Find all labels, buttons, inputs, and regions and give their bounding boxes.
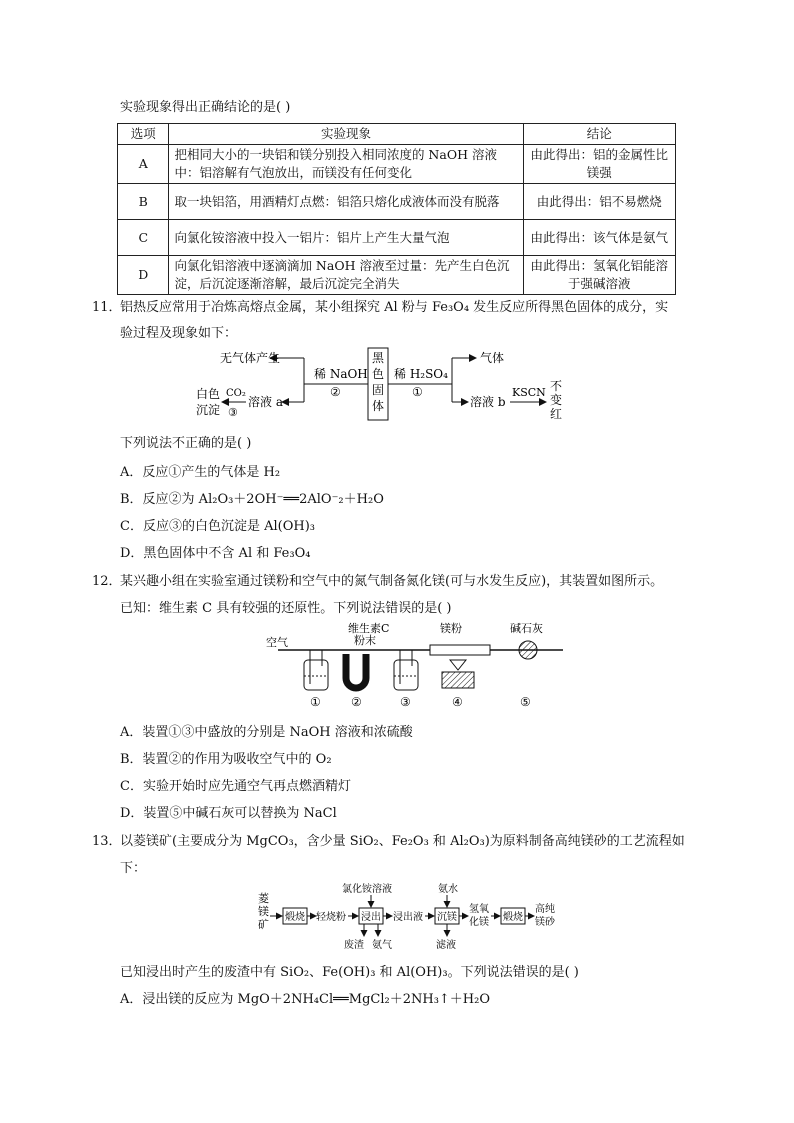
q13-option-a: A．浸出镁的反应为 MgO＋2NH₄Cl══MgCl₂＋2NH₃↑＋H₂O bbox=[120, 992, 491, 1007]
q12-number: 12． bbox=[92, 574, 122, 589]
white-precip-label: 沉淀 bbox=[196, 403, 221, 417]
alcohol-lamp-flame bbox=[450, 660, 466, 670]
waste-label: 废渣 bbox=[344, 940, 364, 951]
row-conclusion: 由此得出：铝的金属性比镁强 bbox=[523, 145, 675, 184]
apparatus-1-number: ① bbox=[310, 695, 321, 709]
q12-stem-line1: 某兴趣小组在实验室通过镁粉和空气中的氮气制备氮化镁(可与水发生反应)，其装置如图所示。 bbox=[120, 574, 664, 589]
row-conclusion: 由此得出：铝不易燃烧 bbox=[523, 184, 675, 220]
calcine-label-2: 煅烧 bbox=[503, 912, 523, 923]
co2-label: CO₂ bbox=[226, 388, 246, 399]
light-powder-label: 轻烧粉 bbox=[316, 912, 346, 923]
q11-flow-diagram bbox=[190, 344, 580, 426]
vitamin-c-label: 维生素C bbox=[348, 622, 390, 635]
options-table bbox=[117, 123, 676, 295]
q12-option-a: A．装置①③中盛放的分别是 NaOH 溶液和浓硫酸 bbox=[120, 725, 413, 740]
q11-stem-line2: 验过程及现象如下： bbox=[120, 326, 238, 341]
row-phenomenon: 向氯化铝溶液中逐滴滴加 NaOH 溶液至过量：先产生白色沉淀，后沉淀逐渐溶解，最后沉淀完全消失 bbox=[169, 256, 523, 295]
q11-ask: 下列说法不正确的是( ) bbox=[120, 436, 252, 451]
apparatus-5-number: ⑤ bbox=[520, 695, 531, 709]
precip-label: 沉镁 bbox=[437, 912, 457, 923]
q13-number: 13． bbox=[92, 834, 122, 849]
no-gas-label: 无气体产生 bbox=[220, 351, 281, 365]
row-conclusion: 由此得出：氢氧化铝能溶于强碱溶液 bbox=[523, 256, 675, 295]
leach-label: 浸出 bbox=[361, 912, 381, 923]
step1-label: ① bbox=[412, 385, 423, 399]
row-phenomenon: 向氯化铵溶液中投入一铝片：铝片上产生大量气泡 bbox=[169, 220, 523, 256]
q11-stem-line1: 铝热反应常用于冶炼高熔点金属，某小组探究 Al 粉与 Fe₃O₄ 发生反应所得黑色固体的成分，实 bbox=[120, 300, 669, 315]
q11-option-b: B．反应②为 Al₂O₃＋2OH⁻══2AlO⁻₂＋H₂O bbox=[120, 492, 384, 507]
header-phenomenon: 实验现象 bbox=[169, 124, 523, 145]
q12-option-b: B．装置②的作用为吸收空气中的 O₂ bbox=[120, 752, 332, 767]
apparatus-3-number: ③ bbox=[400, 695, 411, 709]
no-red-label: 变 bbox=[550, 393, 563, 407]
vitamin-c-label: 粉末 bbox=[354, 634, 376, 647]
table-row bbox=[118, 220, 676, 256]
washing-bottle-3 bbox=[394, 660, 418, 690]
ore-label: 菱 bbox=[258, 892, 269, 905]
ammonia-water-label: 氨水 bbox=[438, 884, 458, 895]
q12-apparatus-diagram bbox=[258, 620, 568, 710]
product-label: 镁砂 bbox=[535, 917, 555, 928]
calcine-label-1: 煅烧 bbox=[285, 912, 305, 923]
nh4cl-label: 氯化铵溶液 bbox=[342, 884, 392, 895]
q11-option-d: D．黑色固体中不含 Al 和 Fe₃O₄ bbox=[120, 546, 311, 561]
reaction-tube bbox=[430, 645, 490, 655]
black-solid-char: 色 bbox=[371, 367, 385, 381]
row-phenomenon: 取一块铝箔，用酒精灯点燃：铝箔只熔化成液体而没有脱落 bbox=[169, 184, 523, 220]
black-solid-char: 黑 bbox=[371, 351, 385, 365]
black-solid-char: 体 bbox=[371, 399, 385, 413]
soda-lime-tube bbox=[519, 641, 537, 659]
row-option: A bbox=[118, 145, 169, 184]
black-solid-char: 固 bbox=[371, 383, 385, 397]
ammonia-gas-label: 氨气 bbox=[372, 940, 392, 951]
table-header-row bbox=[118, 124, 676, 145]
table-row bbox=[118, 256, 676, 295]
leachate-label: 浸出液 bbox=[393, 912, 423, 923]
no-red-label: 红 bbox=[550, 407, 563, 421]
kscn-label: KSCN bbox=[512, 386, 546, 399]
row-phenomenon: 把相同大小的一块铝和镁分别投入相同浓度的 NaOH 溶液中：铝溶解有气泡放出，而镁没有任何变化 bbox=[169, 145, 523, 184]
q13-process-flow bbox=[254, 878, 584, 954]
q12-stem-line2: 已知：维生素 C 具有较强的还原性。下列说法错误的是( ) bbox=[120, 601, 452, 616]
air-label: 空气 bbox=[266, 636, 288, 649]
u-tube bbox=[346, 654, 366, 688]
naoh-label: 稀 NaOH bbox=[314, 367, 368, 381]
apparatus-4-number: ④ bbox=[452, 695, 463, 709]
q11-option-a: A．反应①产生的气体是 H₂ bbox=[120, 465, 281, 480]
filtrate-label: 滤液 bbox=[436, 940, 456, 951]
solution-b-label: 溶液 b bbox=[470, 395, 506, 409]
mgoh-label: 氢氧 bbox=[469, 904, 489, 915]
mgoh-label: 化镁 bbox=[469, 917, 489, 928]
step3-label: ③ bbox=[228, 406, 238, 419]
no-red-label: 不 bbox=[550, 379, 563, 393]
mg-powder-label: 镁粉 bbox=[440, 622, 462, 635]
soda-lime-label: 碱石灰 bbox=[510, 622, 543, 635]
gas-label: 气体 bbox=[480, 351, 505, 365]
product-label: 高纯 bbox=[535, 904, 555, 915]
q11-number: 11． bbox=[92, 300, 122, 315]
q13-given: 已知浸出时产生的废渣中有 SiO₂、Fe(OH)₃ 和 Al(OH)₃。下列说法错误的是( ) bbox=[120, 965, 579, 980]
row-option: B bbox=[118, 184, 169, 220]
row-option: C bbox=[118, 220, 169, 256]
step2-label: ② bbox=[330, 385, 341, 399]
q12-option-c: C．实验开始时应先通空气再点燃酒精灯 bbox=[120, 779, 351, 794]
apparatus-2-number: ② bbox=[351, 695, 362, 709]
washing-bottle-1 bbox=[304, 660, 328, 690]
white-precip-label: 白色 bbox=[196, 387, 221, 401]
row-option: D bbox=[118, 256, 169, 295]
q11-option-c: C．反应③的白色沉淀是 Al(OH)₃ bbox=[120, 519, 315, 534]
table-row bbox=[118, 145, 676, 184]
h2so4-label: 稀 H₂SO₄ bbox=[394, 367, 448, 381]
ore-label: 镁 bbox=[258, 905, 269, 918]
ore-label: 矿 bbox=[258, 918, 269, 931]
q12-option-d: D．装置⑤中碱石灰可以替换为 NaCl bbox=[120, 806, 337, 821]
question-intro: 实验现象得出正确结论的是( ) bbox=[120, 100, 291, 115]
header-conclusion: 结论 bbox=[523, 124, 675, 145]
alcohol-lamp bbox=[442, 672, 474, 688]
solution-a-label: 溶液 a bbox=[248, 395, 283, 409]
header-option: 选项 bbox=[118, 124, 169, 145]
q13-stem-line2: 下： bbox=[120, 861, 147, 876]
table-row bbox=[118, 184, 676, 220]
q13-stem-line1: 以菱镁矿(主要成分为 MgCO₃，含少量 SiO₂、Fe₂O₃ 和 Al₂O₃)为原料制备高纯镁砂的工艺流程如 bbox=[120, 834, 685, 849]
row-conclusion: 由此得出：该气体是氨气 bbox=[523, 220, 675, 256]
